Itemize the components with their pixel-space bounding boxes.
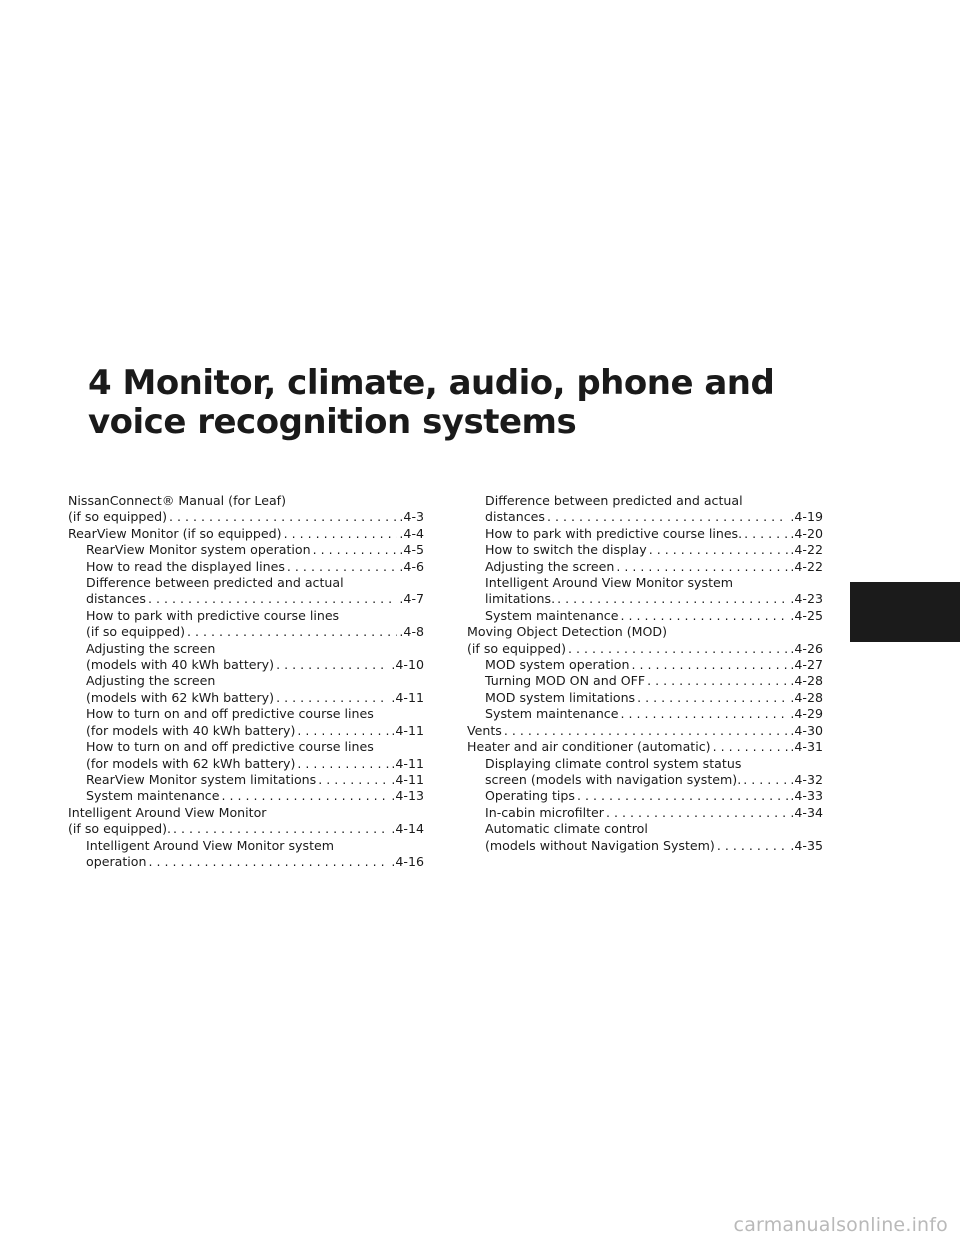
toc-entry-title: distances [86,591,146,607]
toc-page-number: .4-22 [790,542,823,558]
toc-entry[interactable] [68,641,424,674]
toc-entry-title: System maintenance [485,607,619,623]
toc-page-number: .4-32 [790,771,823,787]
toc-entry[interactable] [467,657,823,673]
toc-entry[interactable] [68,772,424,788]
toc-leader-dots [276,657,389,673]
toc-entry-title: Turning MOD ON and OFF [485,673,646,689]
toc-entry[interactable] [467,739,823,755]
toc-leader-dots [744,526,788,542]
toc-entry-title: Intelligent Around View Monitor system [485,575,734,591]
toc-column-right [467,493,823,854]
toc-entry-title: operation [86,853,147,869]
toc-entry-title: (if so equipped) [68,509,167,525]
toc-entry-title: distances [485,509,545,525]
toc-entry-title: Difference between predicted and actual [86,575,344,591]
toc-leader-dots [713,739,789,755]
toc-page-number: .4-19 [790,509,823,525]
toc-entry-title: (if so equipped). [68,821,171,837]
toc-leader-dots [187,624,397,640]
toc-leader-dots [649,542,789,558]
toc-entry[interactable] [467,542,823,558]
toc-leader-dots [606,805,788,821]
toc-entry[interactable] [68,706,424,739]
toc-entry[interactable] [68,493,424,526]
toc-entry[interactable] [68,559,424,575]
toc-entry[interactable] [467,723,823,739]
toc-leader-dots [504,723,789,739]
toc-entry-title: (models with 62 kWh battery) [86,689,275,705]
toc-entry-title: (models with 40 kWh battery) [86,657,275,673]
toc-page-number: .4-10 [391,657,424,673]
chapter-title: 4 Monitor, climate, audio, phone and voice recognition systems [88,363,775,442]
toc-entry[interactable] [467,493,823,526]
toc-page-number: .4-5 [399,542,424,558]
toc-entry[interactable] [68,739,424,772]
toc-entry-title: Intelligent Around View Monitor system [86,837,335,853]
toc-leader-dots [148,854,389,870]
toc-entry[interactable] [467,624,823,657]
toc-entry[interactable] [467,526,823,542]
toc-leader-dots [647,673,788,689]
toc-entry-title: (if so equipped) [86,624,185,640]
toc-entry[interactable] [467,756,823,789]
toc-entry[interactable] [467,706,823,722]
toc-page-number: .4-27 [790,657,823,673]
toc-entry[interactable] [467,821,823,854]
toc-entry-title: MOD system limitations [485,689,636,705]
toc-entry-title: limitations. [485,591,556,607]
toc-page-number: .4-11 [391,771,424,787]
toc-entry[interactable] [467,690,823,706]
toc-entry-title: MOD system operation [485,657,630,673]
toc-entry-title: Adjusting the screen [86,640,216,656]
toc-leader-dots [743,772,788,788]
toc-page-number: .4-28 [790,673,823,689]
toc-page-number: .4-11 [391,722,424,738]
toc-entry-title: How to turn on and off predictive course lines [86,706,374,722]
toc-entry-title: (for models with 62 kWh battery) [86,755,296,771]
toc-entry-title: How to read the displayed lines [86,558,285,574]
toc-entry[interactable] [68,838,424,871]
toc-page-number: .4-30 [790,722,823,738]
toc-page-number: .4-16 [391,853,424,869]
toc-entry-title: (if so equipped) [467,640,566,656]
toc-entry[interactable] [467,805,823,821]
toc-page-number: .4-20 [790,525,823,541]
toc-leader-dots [169,509,397,525]
toc-leader-dots [568,641,788,657]
toc-page-number: .4-28 [790,689,823,705]
toc-page-number: .4-7 [399,591,424,607]
toc-entry[interactable] [467,575,823,608]
toc-entry[interactable] [68,575,424,608]
toc-leader-dots [557,591,788,607]
toc-entry-title: screen (models with navigation system). [485,771,742,787]
watermark: carmanualsonline.info [733,1214,948,1236]
toc-page-number: .4-29 [790,706,823,722]
toc-entry-title: Vents [467,722,502,738]
toc-entry-title: Operating tips [485,788,575,804]
toc-leader-dots [297,756,389,772]
toc-entry-title: NissanConnect® Manual (for Leaf) [68,493,287,508]
toc-entry[interactable] [68,526,424,542]
toc-entry-title: Adjusting the screen [86,673,216,689]
toc-entry[interactable] [68,608,424,641]
toc-entry-title: How to park with predictive course lines [86,607,340,623]
toc-entry-title: Heater and air conditioner (automatic) [467,739,711,755]
toc-leader-dots [620,706,788,722]
toc-entry[interactable] [467,559,823,575]
toc-leader-dots [616,559,788,575]
toc-entry-title: System maintenance [485,706,619,722]
toc-page-number: .4-31 [790,739,823,755]
toc-entry-title: How to park with predictive course lines. [485,525,743,541]
toc-entry-title: (for models with 40 kWh battery) [86,722,296,738]
toc-entry[interactable] [467,673,823,689]
toc-entry-title: RearView Monitor system limitations [86,771,317,787]
toc-leader-dots [297,723,389,739]
toc-entry[interactable] [467,788,823,804]
toc-page-number: .4-26 [790,640,823,656]
toc-page-number: .4-34 [790,804,823,820]
toc-entry-title: Moving Object Detection (MOD) [467,624,668,640]
toc-leader-dots [287,559,398,575]
toc-page-number: .4-22 [790,558,823,574]
toc-leader-dots [313,542,398,558]
toc-leader-dots [318,772,389,788]
toc-entry[interactable] [68,542,424,558]
toc-entry[interactable] [68,788,424,804]
toc-leader-dots [276,690,389,706]
toc-page-number: .4-3 [399,509,424,525]
toc-leader-dots [547,509,788,525]
toc-page-number: .4-14 [391,821,424,837]
toc-entry-title: How to switch the display [485,542,647,558]
toc-leader-dots [173,821,389,837]
toc-entry-title: (models without Navigation System) [485,837,715,853]
toc-entry-title: How to turn on and off predictive course lines [86,739,374,755]
toc-entry[interactable] [68,673,424,706]
toc-leader-dots [221,788,389,804]
toc-leader-dots [631,657,788,673]
toc-column-left [68,493,424,870]
toc-page-number: .4-33 [790,788,823,804]
toc-page-number: .4-13 [391,788,424,804]
toc-entry-title: Difference between predicted and actual [485,493,743,508]
toc-entry-title: System maintenance [86,788,220,804]
toc-page-number: .4-23 [790,591,823,607]
toc-leader-dots [637,690,788,706]
toc-entry-title: RearView Monitor system operation [86,542,311,558]
toc-page-number: .4-25 [790,607,823,623]
toc-leader-dots [284,526,398,542]
toc-leader-dots [717,838,789,854]
toc-page-number: .4-4 [399,525,424,541]
toc-entry-title: In-cabin microfilter [485,804,604,820]
toc-page-number: .4-6 [399,558,424,574]
toc-leader-dots [620,608,788,624]
toc-leader-dots [148,591,397,607]
toc-entry-title: Automatic climate control [485,821,648,837]
toc-page-number: .4-8 [399,624,424,640]
toc-page-number: .4-11 [391,755,424,771]
toc-page-number: .4-11 [391,689,424,705]
toc-entry-title: RearView Monitor (if so equipped) [68,525,282,541]
toc-entry-title: Displaying climate control system status [485,755,742,771]
toc-leader-dots [577,788,788,804]
toc-entry[interactable] [68,805,424,838]
toc-entry-title: Intelligent Around View Monitor [68,804,267,820]
chapter-side-tab [850,582,960,642]
toc-entry[interactable] [467,608,823,624]
toc-page-number: .4-35 [790,837,823,853]
toc-entry-title: Adjusting the screen [485,558,615,574]
